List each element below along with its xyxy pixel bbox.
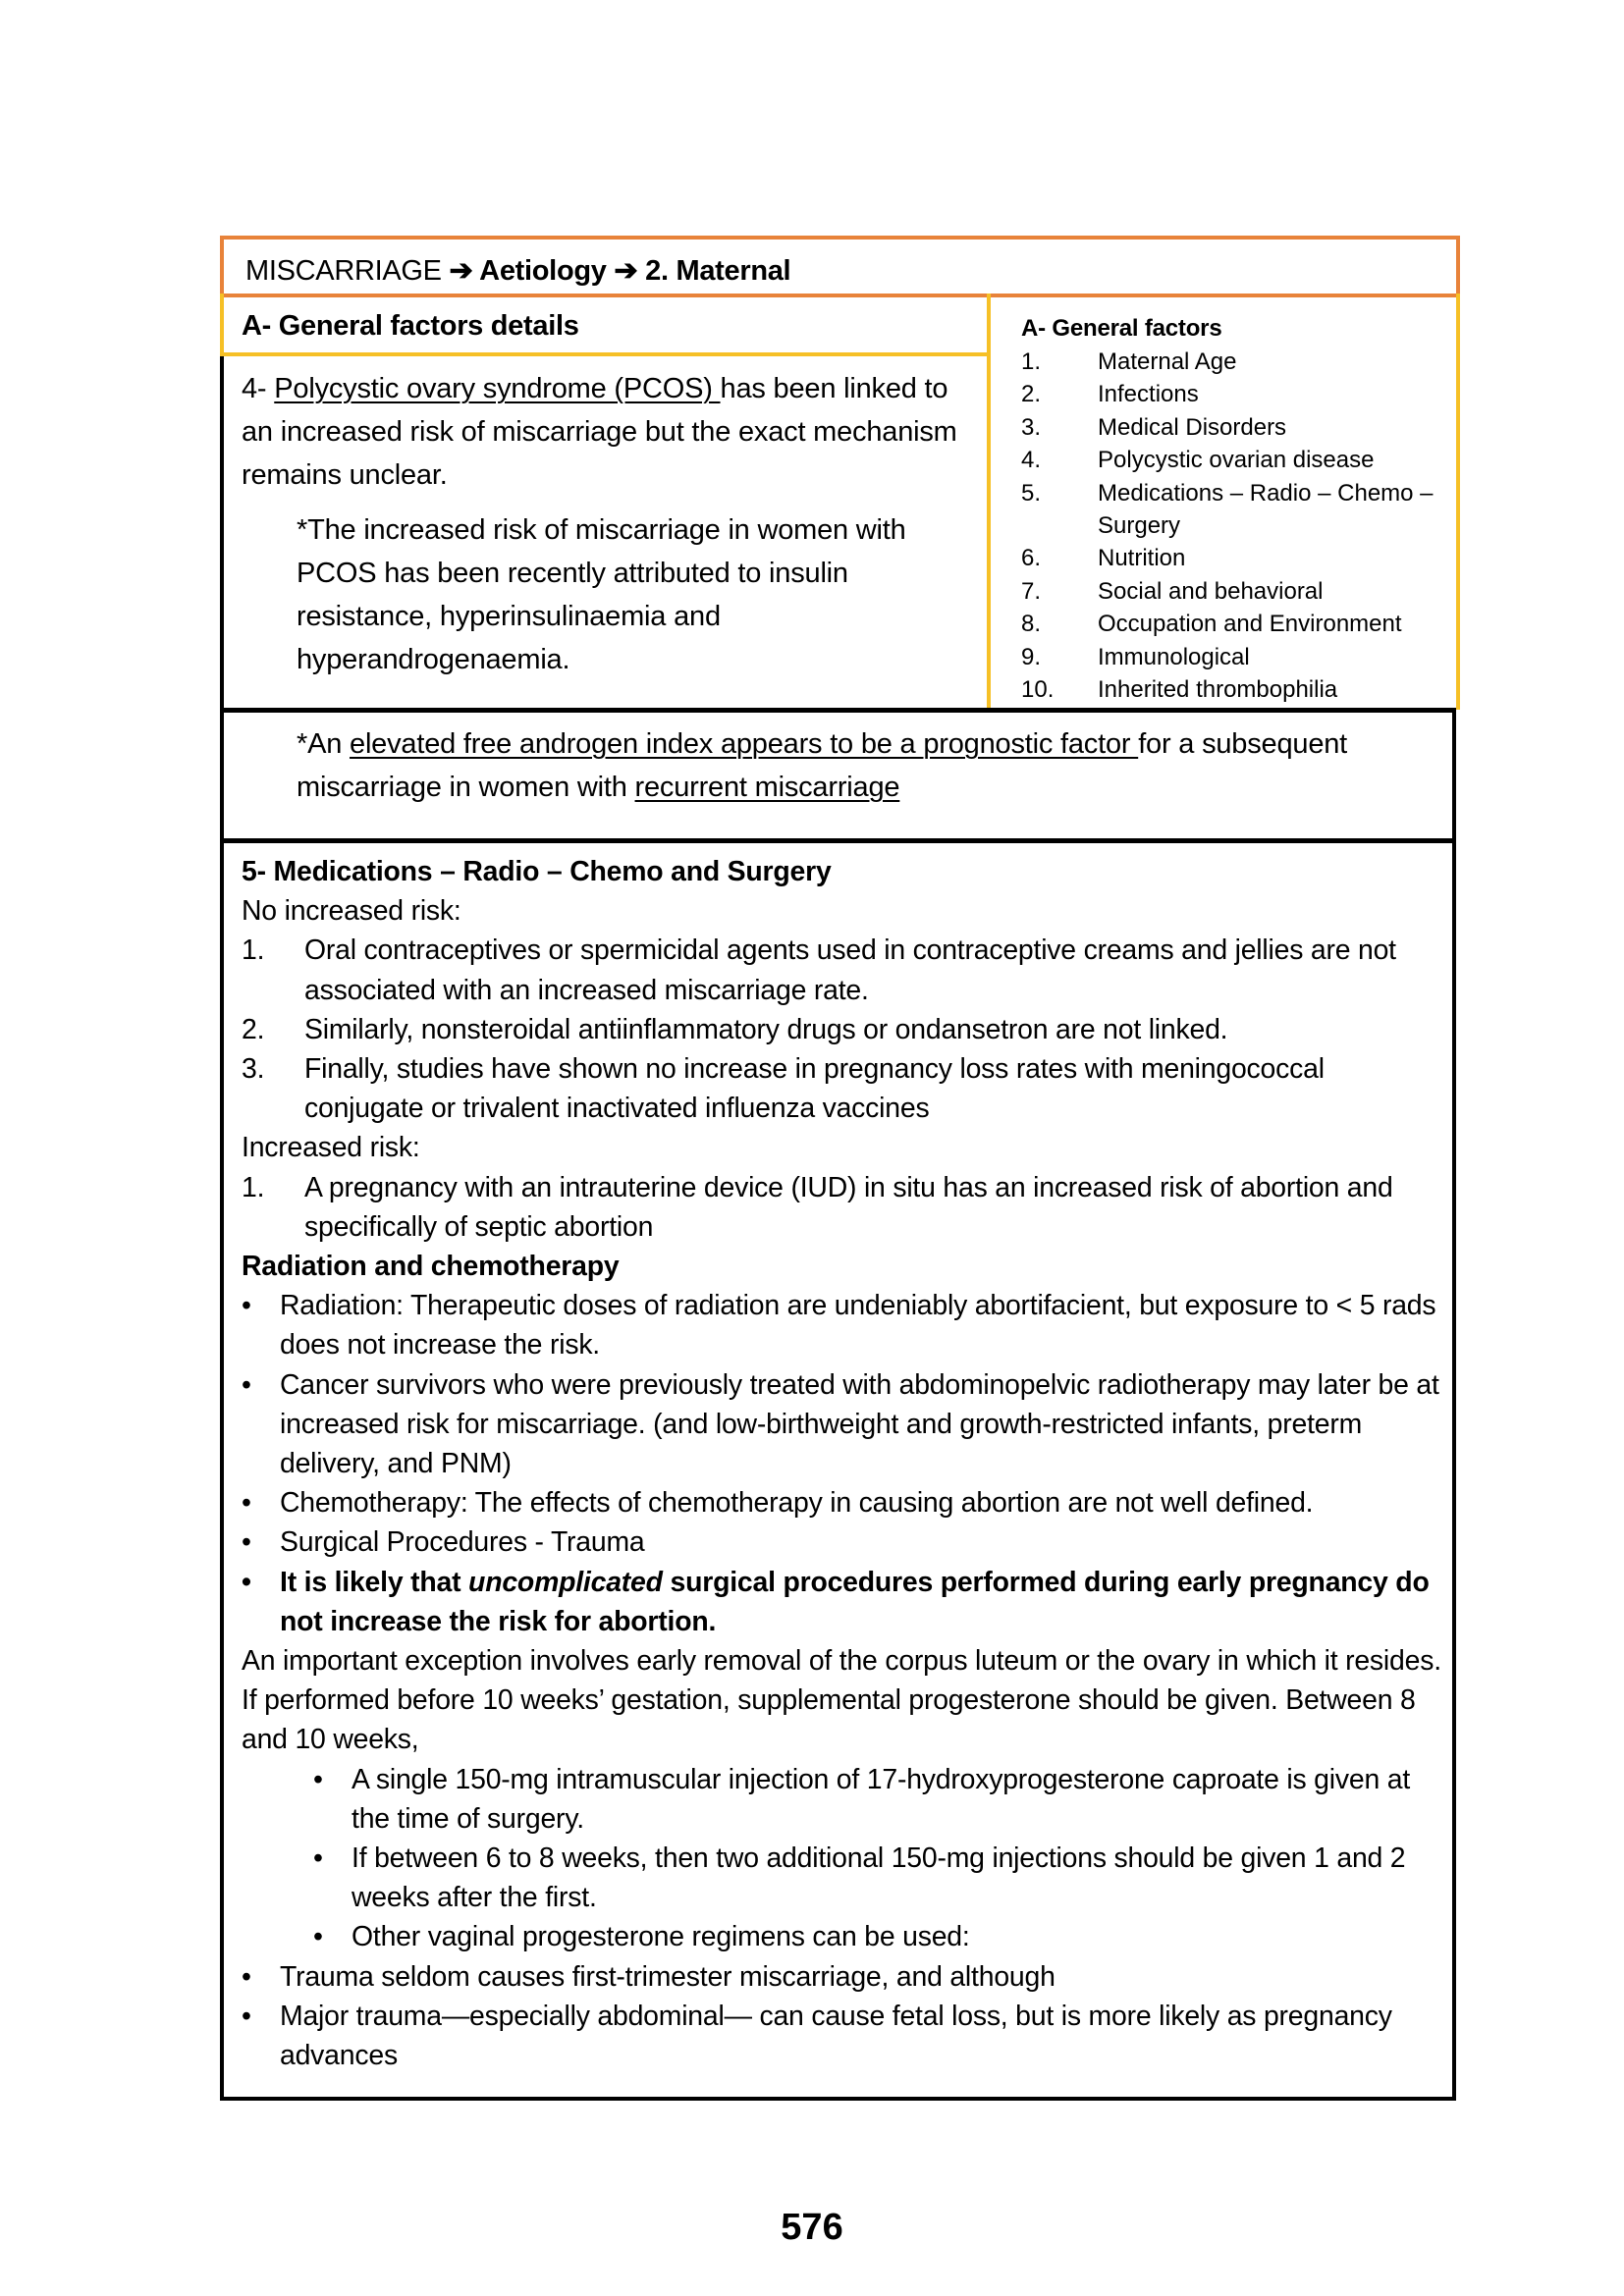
bullet-item: • Major trauma—especially abdominal— can cause fetal loss, but is more likely as pregnancy advances [242,1997,1449,2075]
breadcrumb-aetiology: Aetiology [472,255,615,287]
sub-bullet-item: • A single 150-mg intramuscular injection of 17-hydroxyprogesterone caproate is given at the time of surgery. [242,1760,1449,1839]
details-title-underline [220,352,989,356]
list-item: 4. Polycystic ovarian disease [1021,447,1375,474]
risk-label: Increased risk: [242,1132,420,1164]
bullet-icon: • [313,1842,323,1875]
bullet-icon: • [313,1763,323,1795]
pcos-note: *The increased risk of miscarriage in women with PCOS has been recently attributed to insulin resistance, hyperinsulinaemia and hyperandrogenaemia. [297,514,906,675]
bullet-icon: • [242,1290,251,1322]
bullet-item: • Surgical Procedures - Trauma [242,1522,1449,1562]
bullet-icon: • [242,1566,251,1598]
medications-section [242,852,1449,2075]
bullet-item-bold: • It is likely that uncomplicated surgical procedures performed during early pregnancy do not increase the risk for abortion. [242,1563,1449,1641]
section-divider [220,838,1456,843]
list-item: 10. Inherited thrombophilia [1021,676,1338,704]
bullet-item: • Trauma seldom causes first-trimester miscarriage, and although [242,1957,1449,1997]
list-item: 3. Finally, studies have shown no increase in pregnancy loss rates with meningococcal conjugate or trivalent inactivated influenza vaccines [242,1053,1325,1125]
section-title: 5- Medications – Radio – Chemo and Surgery [242,856,832,887]
list-item: 9. Immunological [1021,643,1250,670]
left-border [220,356,224,710]
bullet-icon: • [313,1921,323,1953]
bullet-icon: • [242,1368,251,1401]
bullet-icon: • [242,2000,251,2032]
list-item: 5. Medications – Radio – Chemo – Surgery [1021,479,1434,540]
breadcrumb-miscarriage: MISCARRIAGE [245,255,450,287]
sub-bullet-item: • If between 6 to 8 weeks, then two additional 150-mg injections should be given 1 and 2 weeks after the first. [242,1839,1449,1917]
arrow-icon: ➔ [449,255,473,287]
bullet-icon: • [242,1960,251,1993]
bullet-icon: • [242,1487,251,1520]
list-item: 1. Maternal Age [1021,348,1237,375]
arrow-icon: ➔ [614,255,638,287]
list-item: 1. A pregnancy with an intrauterine device (IUD) in situ has an increased risk of abortion and specifically of septic abortion [242,1171,1393,1243]
general-factors-list [1021,312,1453,706]
androgen-note: *An elevated free androgen index appears to be a prognostic factor for a subsequent miscarriage in women with recurrent miscarriage [297,728,1348,803]
pcos-paragraph: 4- Polycystic ovary syndrome (PCOS) has been linked to an increased risk of miscarriage but the exact mechanism remains unclear. [242,373,957,491]
bullet-icon: • [242,1526,251,1559]
details-title: A- General factors details [242,310,579,342]
bullet-item: • Cancer survivors who were previously treated with abdominopelvic radiotherapy may later be at increased risk for miscarriage. (and low-birthweight and growth-restricted infants, preterm delivery, and PNM) [242,1365,1449,1484]
no-risk-label: No increased risk: [242,895,461,928]
pcos-term: Polycystic ovary syndrome (PCOS) [274,373,721,404]
list-item: 2. Similarly, nonsteroidal antiinflammatory drugs or ondansetron are not linked. [242,1013,1228,1045]
bullet-item: • Radiation: Therapeutic doses of radiation are undeniably abortifacient, but exposure to < 5 rads does not increase the risk. [242,1286,1449,1364]
general-factors-title: A- General factors [1021,315,1222,342]
list-item: 8. Occupation and Environment [1021,611,1402,638]
breadcrumb-maternal: 2. Maternal [637,255,791,287]
sub-bullet-item: • Other vaginal progesterone regimens can be used: [242,1917,1449,1956]
breadcrumb [245,253,790,288]
breadcrumb-header [220,236,1460,297]
page-number: 576 [781,2207,843,2248]
list-item: 6. Nutrition [1021,545,1186,572]
list-item: 1. Oral contraceptives or spermicidal agents used in contraceptive creams and jellies are not associated with an increased miscarriage rate. [242,934,1396,1006]
list-item: 3. Medical Disorders [1021,413,1287,441]
radchemo-title: Radiation and chemotherapy [242,1251,620,1283]
exception-paragraph: An important exception involves early removal of the corpus luteum or the ovary in which it resides. If performed before 10 weeks’ gestation, supplemental progesterone should be given. Between 8 and 10 weeks, [242,1645,1441,1756]
list-item: 2. Infections [1021,381,1199,408]
list-item: 7. Social and behavioral [1021,577,1324,605]
bullet-item: • Chemotherapy: The effects of chemotherapy in causing abortion are not well defined. [242,1483,1449,1522]
